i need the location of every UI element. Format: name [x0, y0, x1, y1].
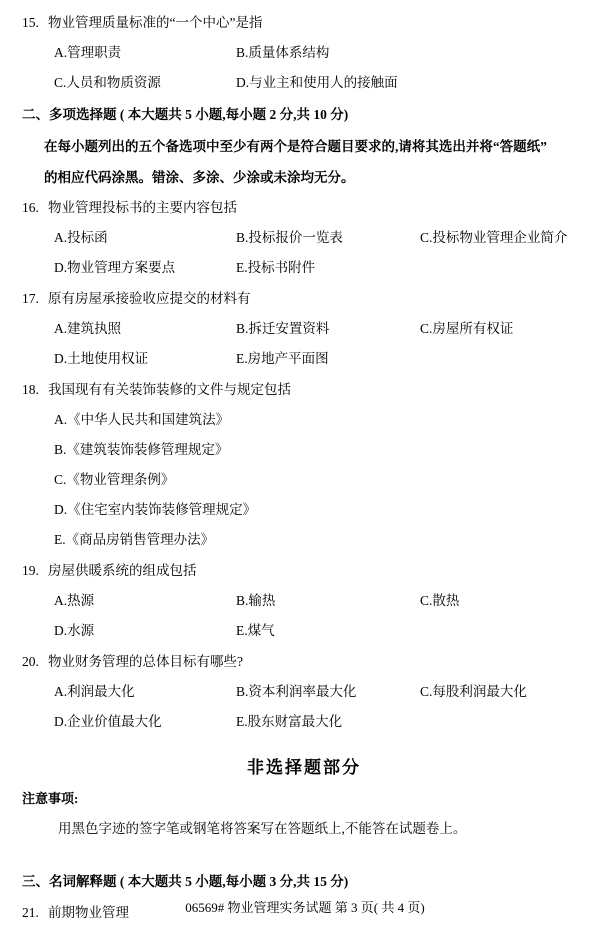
option-a[interactable]: A.投标函: [54, 230, 108, 245]
non-choice-section-title: 非选择题部分: [247, 758, 361, 777]
question-17-text: 原有房屋承接验收应提交的材料有: [48, 291, 251, 306]
question-20: [22, 647, 586, 737]
question-19: [22, 556, 586, 646]
option-a[interactable]: A.建筑执照: [54, 321, 122, 336]
option-c[interactable]: C.每股利润最大化: [420, 684, 527, 699]
question-20-stem: [22, 647, 586, 677]
option-row: [38, 344, 586, 374]
section-2-note-line-1: 在每小题列出的五个备选项中至少有两个是符合题目要求的,请将其选出并将“答题纸”: [44, 139, 547, 154]
option-a[interactable]: A.利润最大化: [54, 684, 135, 699]
option-b[interactable]: B.拆迁安置资料: [236, 321, 330, 336]
option-e[interactable]: E.《商品房销售管理办法》: [54, 532, 215, 547]
option-row: [38, 677, 586, 707]
option-row: [38, 314, 586, 344]
option-a[interactable]: A.《中华人民共和国建筑法》: [54, 412, 230, 427]
question-18-stem: [22, 375, 586, 405]
question-20-text: 物业财务管理的总体目标有哪些?: [48, 654, 243, 669]
option-d[interactable]: D.与业主和使用人的接触面: [236, 75, 398, 90]
option-d[interactable]: D.《住宅室内装饰装修管理规定》: [54, 502, 257, 517]
option-d[interactable]: D.水源: [54, 623, 95, 638]
question-15-stem: [22, 8, 586, 38]
option-c[interactable]: C.投标物业管理企业简介: [420, 230, 568, 245]
option-row: [38, 405, 586, 435]
question-15: [22, 8, 586, 98]
question-17-number: 17.: [22, 291, 39, 306]
question-16-text: 物业管理投标书的主要内容包括: [48, 200, 237, 215]
question-20-number: 20.: [22, 654, 39, 669]
question-18-number: 18.: [22, 382, 39, 397]
notice-body: 用黑色字迹的签字笔或钢笔将答案写在答题纸上,不能答在试题卷上。: [58, 821, 467, 836]
question-15-number: 15.: [22, 15, 39, 30]
question-15-text: 物业管理质量标准的“一个中心”是指: [48, 15, 263, 30]
question-15-options: [22, 38, 586, 98]
option-row: [38, 68, 586, 98]
option-b[interactable]: B.投标报价一览表: [236, 230, 343, 245]
option-b[interactable]: B.资本利润率最大化: [236, 684, 357, 699]
option-c[interactable]: C.房屋所有权证: [420, 321, 514, 336]
option-a[interactable]: A.管理职责: [54, 45, 122, 60]
option-row: [38, 253, 586, 283]
option-c[interactable]: C.人员和物质资源: [54, 75, 161, 90]
section-2-heading: 二、多项选择题 ( 本大题共 5 小题,每小题 2 分,共 10 分): [22, 107, 349, 122]
question-18-options: [22, 405, 586, 555]
option-b[interactable]: B.输热: [236, 593, 276, 608]
option-d[interactable]: D.土地使用权证: [54, 351, 149, 366]
question-19-stem: [22, 556, 586, 586]
page-footer: 06569# 物业管理实务试题 第 3 页( 共 4 页): [185, 900, 425, 915]
spacer: [22, 844, 586, 866]
option-row: [38, 38, 586, 68]
option-row: [38, 707, 586, 737]
option-d[interactable]: D.物业管理方案要点: [54, 260, 176, 275]
option-d[interactable]: D.企业价值最大化: [54, 714, 162, 729]
option-c[interactable]: C.散热: [420, 593, 460, 608]
option-row: [38, 495, 586, 525]
question-19-number: 19.: [22, 563, 39, 578]
question-18: [22, 375, 586, 555]
question-21-number: 21.: [22, 905, 39, 920]
option-row: [38, 586, 586, 616]
section-2-note-line-2: 的相应代码涂黑。错涂、多涂、少涂或未涂均无分。: [44, 170, 355, 185]
question-17: [22, 284, 586, 374]
question-16: [22, 193, 586, 283]
question-19-text: 房屋供暖系统的组成包括: [48, 563, 197, 578]
question-21-text: 前期物业管理: [48, 905, 129, 920]
option-row: [38, 525, 586, 555]
section-3-heading: 三、名词解释题 ( 本大题共 5 小题,每小题 3 分,共 15 分): [22, 874, 349, 889]
question-19-options: [22, 586, 586, 646]
option-e[interactable]: E.投标书附件: [236, 260, 316, 275]
option-row: [38, 465, 586, 495]
option-e[interactable]: E.房地产平面图: [236, 351, 329, 366]
question-16-options: [22, 223, 586, 283]
question-20-options: [22, 677, 586, 737]
question-16-number: 16.: [22, 200, 39, 215]
option-e[interactable]: E.股东财富最大化: [236, 714, 343, 729]
option-row: [38, 223, 586, 253]
option-row: [38, 435, 586, 465]
question-18-text: 我国现有有关装饰装修的文件与规定包括: [48, 382, 291, 397]
question-17-options: [22, 314, 586, 374]
notice-title: 注意事项:: [22, 791, 79, 806]
option-e[interactable]: E.煤气: [236, 623, 275, 638]
option-b[interactable]: B.《建筑装饰装修管理规定》: [54, 442, 229, 457]
option-row: [38, 616, 586, 646]
option-c[interactable]: C.《物业管理条例》: [54, 472, 175, 487]
question-16-stem: [22, 193, 586, 223]
question-17-stem: [22, 284, 586, 314]
option-b[interactable]: B.质量体系结构: [236, 45, 330, 60]
option-a[interactable]: A.热源: [54, 593, 95, 608]
